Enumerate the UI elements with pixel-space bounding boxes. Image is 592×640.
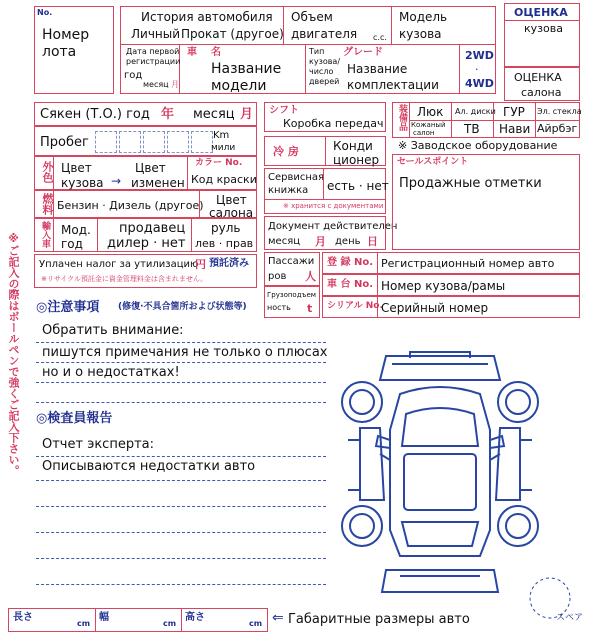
fuel-k: 燃料 [41, 193, 54, 215]
body-rating-title: ОЦЕНКА [514, 6, 568, 19]
import-wheel: руль [211, 221, 241, 235]
doc-day: день [335, 236, 361, 247]
body-color2: кузова [61, 176, 104, 190]
import-seller: продавец [119, 221, 186, 236]
cc-label: c.c. [373, 33, 387, 42]
import-box [34, 218, 257, 252]
height-cm: cm [249, 619, 263, 628]
divider [459, 44, 460, 93]
body-type4: дверей [309, 77, 340, 86]
factory-note: ※ Заводское оборудование [398, 139, 558, 152]
serial-label: Серийный номер [381, 301, 489, 315]
width-label: 幅 [99, 612, 109, 623]
equip-alu: Ал. диски [455, 107, 496, 116]
note-line [36, 342, 326, 343]
fuel-box [34, 190, 257, 218]
note-line [36, 402, 326, 403]
attention-title: ◎注意事項 [36, 300, 100, 315]
equip-luk: Люк [417, 105, 444, 119]
dims-box [8, 608, 268, 632]
capacity-box [264, 286, 320, 318]
history-label: История автомобиля [141, 10, 273, 24]
service-value: есть · нет [327, 179, 389, 193]
height-label: 高さ [185, 612, 205, 623]
wheel-rear-left-icon [342, 506, 382, 546]
sales-label: Продажные отметки [399, 176, 542, 191]
wheel-rear-right-icon [498, 506, 538, 546]
note-line [36, 532, 326, 533]
divider [191, 219, 192, 251]
mileage-digit[interactable] [143, 131, 165, 153]
equip-navi: Нави [499, 122, 531, 136]
divider [377, 253, 378, 273]
divider [391, 7, 392, 44]
recycle-note: ※リサイクル預託金に資金管理料金は含まれません。 [41, 275, 208, 283]
grade-k: グレード [343, 47, 383, 58]
inspector-title: ◎検査員報告 [36, 411, 113, 426]
color-box [34, 156, 257, 190]
color-code: Код краски [191, 173, 257, 186]
model-sub: кузова [399, 27, 442, 41]
equipment-k: 装備品 [397, 104, 407, 131]
equip-gur: ГУР [503, 105, 525, 119]
divider [53, 157, 54, 189]
mileage-km: Km [213, 130, 230, 141]
grade-label: Название [347, 62, 408, 76]
dims-label: Габаритные размеры авто [288, 612, 470, 627]
service-note: ※ хранится с документами [283, 202, 384, 210]
model-name2: модели [211, 78, 267, 94]
aircon-label: Конди [333, 139, 373, 153]
drive-4wd: 4WD [465, 77, 494, 90]
note-line [36, 558, 326, 559]
lot-box [34, 6, 114, 94]
note-line [36, 480, 326, 481]
sales-box [392, 154, 580, 250]
shaken-month-k: 月 [240, 107, 254, 122]
shaken-month: месяц [193, 107, 235, 122]
body-color: Цвет [61, 161, 92, 175]
aircon-label2: ционер [333, 153, 380, 167]
car-info-box [120, 6, 496, 94]
shift-k: シフト [269, 105, 299, 116]
recycle-label: Уплачен налог за утилизацию [39, 259, 199, 270]
first-reg-year: год [124, 70, 143, 81]
note-line [36, 584, 326, 585]
shaken-box [34, 102, 257, 126]
equip-elst: Эл. стекла [537, 107, 582, 116]
length-label: 長さ [13, 612, 33, 623]
divider [181, 609, 182, 631]
body-type2: кузова/ [309, 57, 341, 66]
body-type: Тип [309, 47, 325, 56]
recycle-paid: 預託済み [209, 258, 249, 269]
mileage-digit[interactable] [167, 131, 189, 153]
passengers-label: Пассажи [268, 256, 315, 267]
import-year: год [61, 237, 83, 251]
salon-rating-sub: салона [521, 86, 562, 99]
first-reg-month-k: 月 [171, 80, 179, 89]
service-box [264, 168, 389, 214]
equip-kozh: Кожаный [411, 121, 446, 129]
divider [95, 609, 96, 631]
ext-color-k: 外色 [41, 161, 54, 183]
width-cm: cm [163, 619, 177, 628]
reg-label: Регистрационный номер авто [381, 257, 555, 270]
serial-box [322, 296, 580, 318]
shaken-label: Сякен (Т.О.) год [40, 107, 150, 122]
color-arrow: → [111, 174, 122, 188]
service-label2: книжка [268, 185, 309, 196]
divider [53, 219, 54, 251]
changed-color: Цвет [135, 161, 166, 175]
side-note: ※ご記入の際はボールペンで強くご記入下さい。 [7, 232, 20, 476]
body-rating-sub: кузова [524, 22, 563, 35]
divider [199, 191, 200, 217]
first-reg-month: месяц [143, 80, 169, 89]
attention-label: Обратить внимание: [42, 323, 184, 338]
attention-line2: но и о недостатках! [42, 365, 180, 380]
divider [121, 44, 495, 45]
import-k: 輸入車 [40, 221, 50, 248]
engine-title2: двигателя [291, 27, 358, 41]
changed-color2: изменен [131, 176, 185, 190]
divider [97, 219, 98, 251]
lot-no-label: No. [37, 8, 53, 17]
first-reg2: регистрации [126, 57, 181, 66]
divider [187, 157, 188, 189]
service-label: Сервисная [268, 172, 325, 183]
model-name: Название [211, 61, 282, 77]
equip-airbag: Айрбэг [537, 122, 578, 135]
shaken-year-k: 年 [161, 107, 175, 122]
mileage-digit[interactable] [95, 131, 117, 153]
wheel-front-right-icon [498, 382, 538, 422]
int-color: Цвет [216, 193, 247, 207]
int-color2: салона [209, 206, 254, 220]
note-line [36, 382, 326, 383]
divider [323, 169, 324, 199]
sales-k: セールスポイント [397, 157, 469, 167]
note-line [36, 506, 326, 507]
body-rating-box [504, 3, 580, 67]
import-seller2: дилер · нет [107, 236, 186, 251]
name-k: 名 [211, 47, 221, 58]
aircon-box [264, 136, 386, 166]
salon-rating-title: ОЦЕНКА [514, 71, 562, 84]
doc-month: месяц [268, 236, 301, 247]
divider [325, 137, 326, 165]
mileage-digit[interactable] [119, 131, 141, 153]
capacity-label: Грузоподъем [267, 291, 317, 299]
body-type3: число [309, 67, 334, 76]
frame-box [322, 274, 580, 296]
attention-line1: пишутся примечания не только о плюсах [42, 345, 328, 360]
divider [305, 44, 306, 93]
rent-label: Прокат (другое) [181, 27, 284, 41]
divider [53, 191, 54, 217]
capacity-label2: ность [267, 303, 291, 312]
inspector-line1: Описываются недостатки авто [42, 459, 256, 474]
color-code-k: カラー No. [195, 158, 243, 168]
model-title: Модель [399, 10, 448, 24]
length-cm: cm [77, 619, 91, 628]
aircon-k: 冷 房 [273, 145, 299, 158]
car-diagram[interactable] [340, 350, 540, 600]
shift-box [264, 102, 386, 132]
import-wheel2: лев · прав [195, 237, 254, 250]
doc-day-k: 日 [367, 235, 378, 248]
spare-label: スペア [556, 613, 584, 623]
drive-dot: · [475, 63, 479, 76]
private-label: Личный [131, 27, 181, 41]
engine-title: Объем [291, 10, 333, 24]
divider [535, 103, 536, 137]
dims-arrow-icon: ⇐ [272, 610, 284, 626]
note-line [36, 456, 326, 457]
divider [377, 275, 378, 295]
shift-label: Коробка передач [283, 117, 384, 130]
divider [505, 20, 579, 21]
wheel-front-left-icon [342, 382, 382, 422]
first-reg: Дата первой [126, 47, 180, 56]
frame-k: 車 台 No. [327, 279, 374, 290]
serial-k: シリアル No. [327, 301, 383, 311]
lot-title: Номер лота [42, 27, 90, 60]
equipment-box [392, 102, 580, 138]
doc-label: Документ действителен [268, 221, 398, 232]
grade-label2: комплектации [347, 78, 439, 92]
recycle-yen: 円 [195, 258, 206, 271]
drive-2wd: 2WD [465, 49, 494, 62]
passengers-unit: 人 [305, 270, 316, 283]
recycle-box [34, 254, 257, 288]
doc-box [264, 216, 398, 250]
passengers-label2: ров [268, 271, 287, 282]
doc-month-k: 月 [315, 235, 326, 248]
equip-tv: ТВ [464, 122, 480, 136]
divider [265, 199, 385, 200]
note-line [36, 362, 326, 363]
mileage-mili: мили [211, 143, 236, 153]
capacity-unit: t [307, 302, 313, 315]
reg-box [322, 252, 580, 274]
mileage-digit[interactable] [191, 131, 213, 153]
reg-k: 登 録 No. [327, 257, 374, 268]
divider [451, 103, 452, 137]
car-k: 車 [187, 47, 197, 58]
passengers-box [264, 252, 320, 286]
frame-label: Номер кузова/рамы [381, 279, 506, 293]
salon-rating-box [504, 67, 580, 101]
mileage-label: Пробег [40, 135, 89, 150]
inspector-label: Отчет эксперта: [42, 437, 154, 452]
fuel-label: Бензин · Дизель (другое) [57, 199, 204, 212]
equip-salon: салон [413, 129, 435, 137]
import-model: Мод. [61, 223, 91, 237]
mileage-box [34, 126, 257, 156]
attention-note: (修復·不具合箇所および状態等) [118, 302, 247, 312]
